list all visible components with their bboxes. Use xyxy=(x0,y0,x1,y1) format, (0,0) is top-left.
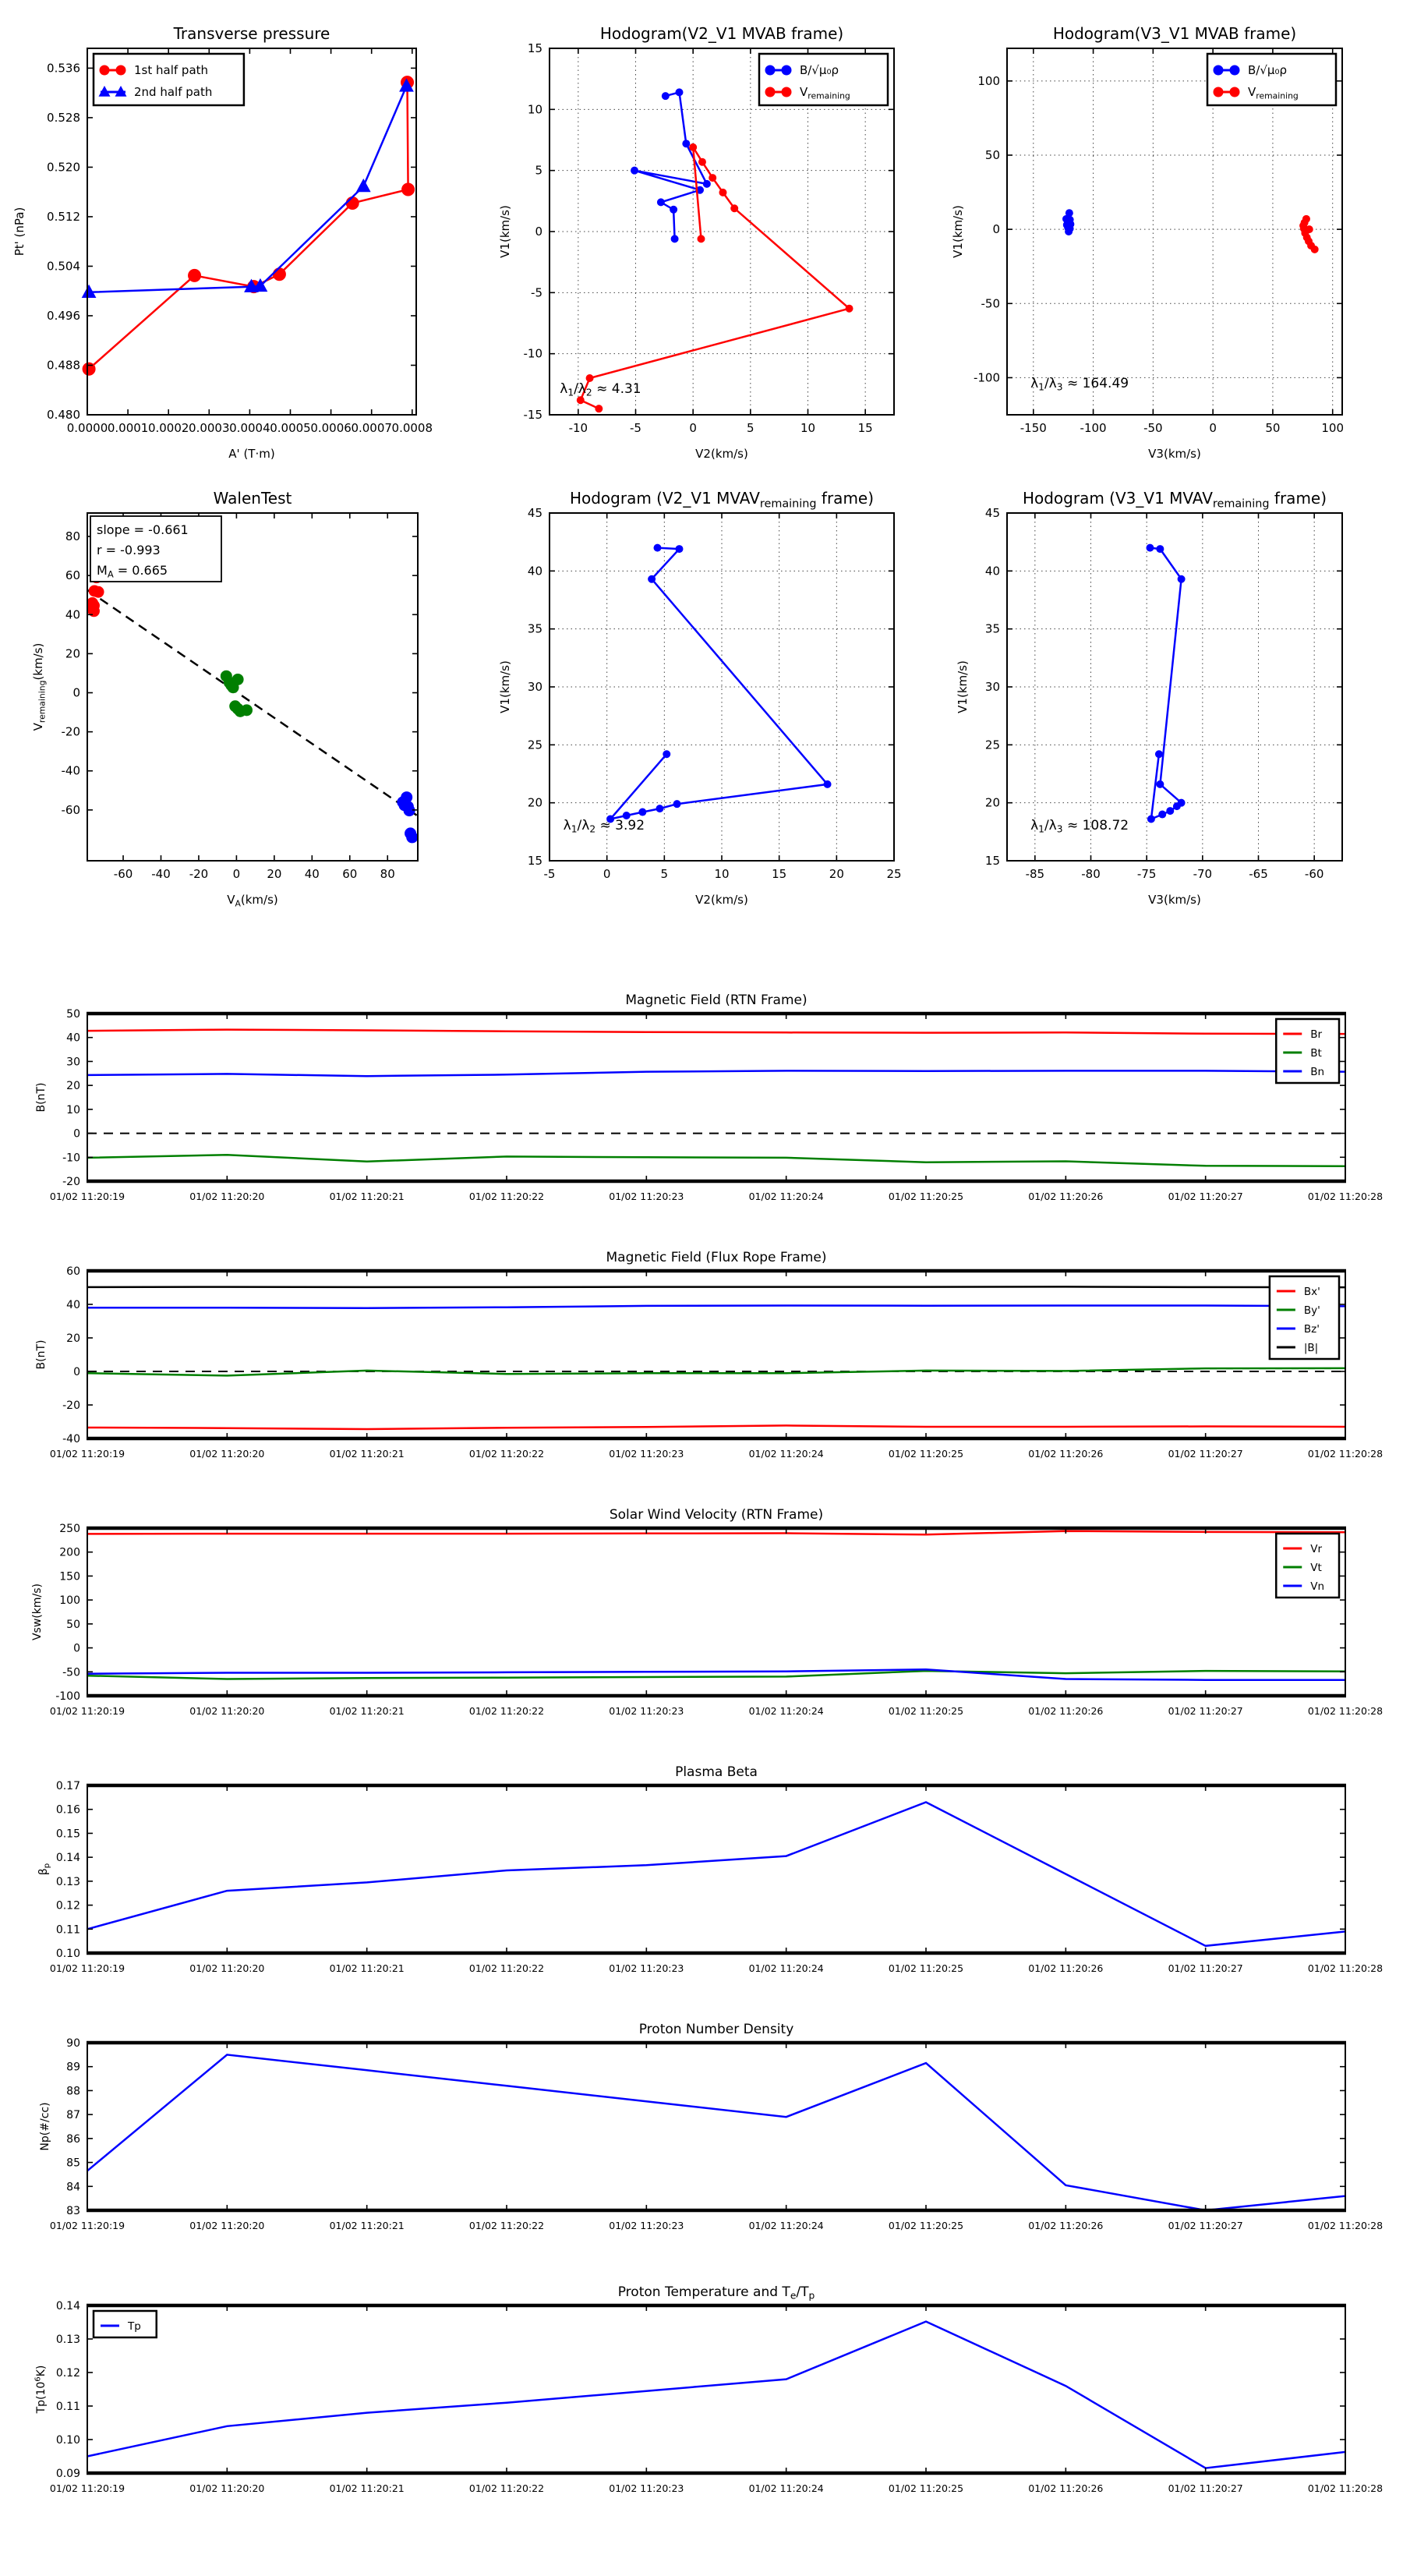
chart-title: Hodogram(V2_V1 MVAB frame) xyxy=(599,24,844,43)
legend xyxy=(1276,1019,1339,1083)
stats-line: $M_A = 0.665$ xyxy=(97,563,168,580)
y-tick-label: 85 xyxy=(66,2157,80,2170)
y-tick-label: -10 xyxy=(62,1152,80,1165)
legend-label: B/√μ₀ρ xyxy=(800,63,839,77)
x-tick-label: 01/02 11:20:20 xyxy=(189,1448,265,1460)
x-tick-label: -100 xyxy=(1080,421,1107,435)
x-tick-label: 01/02 11:20:26 xyxy=(1028,2220,1104,2231)
x-tick-label: 01/02 11:20:23 xyxy=(609,1191,684,1202)
x-tick-label: 01/02 11:20:22 xyxy=(468,1962,545,1974)
x-tick-label: 01/02 11:20:22 xyxy=(468,1448,545,1460)
x-tick-label: -60 xyxy=(113,867,133,881)
x-tick-label: 01/02 11:20:25 xyxy=(888,1448,964,1460)
lambda-annotation: $\lambda_1/\lambda_3 \approx 164.49$ xyxy=(1030,375,1129,393)
y-tick-label: -40 xyxy=(62,1433,80,1445)
x-tick-label: -70 xyxy=(1193,867,1213,881)
x-tick-label: 0.0000 xyxy=(66,421,108,435)
y-tick-label: 87 xyxy=(66,2109,80,2122)
x-tick-label: 01/02 11:20:25 xyxy=(888,1962,964,1974)
x-tick-label: 01/02 11:20:24 xyxy=(748,2482,824,2494)
x-tick-label: 01/02 11:20:26 xyxy=(1028,1962,1104,1974)
y-tick-label: 150 xyxy=(59,1570,80,1583)
x-tick-label: 01/02 11:20:21 xyxy=(329,1962,405,1974)
y-tick-label: 100 xyxy=(977,73,1000,88)
x-tick-label: 01/02 11:20:27 xyxy=(1168,1191,1243,1202)
y-tick-label: 45 xyxy=(527,506,542,520)
series-beta-p xyxy=(87,1803,1345,1946)
y-tick-label: 35 xyxy=(984,621,1000,636)
series-bx- xyxy=(87,1425,1345,1429)
series-v-path xyxy=(1147,544,1185,823)
x-tick-label: -75 xyxy=(1136,867,1157,881)
chart-magnetic-field-flux-rope xyxy=(35,1250,1383,1460)
chart-hodogram-v2v1-mvab xyxy=(498,24,894,461)
x-tick-label: 01/02 11:20:25 xyxy=(888,2220,964,2231)
x-axis-label: $V_A(km/s)$ xyxy=(227,893,278,909)
x-tick-label: 01/02 11:20:27 xyxy=(1168,2482,1243,2494)
chart-title: Magnetic Field (RTN Frame) xyxy=(625,993,808,1008)
series-tp xyxy=(87,2322,1345,2468)
y-tick-label: 20 xyxy=(984,795,1000,810)
x-tick-label: 01/02 11:20:23 xyxy=(609,2482,684,2494)
x-tick-label: 01/02 11:20:19 xyxy=(49,1962,125,1974)
legend-label: Bz' xyxy=(1303,1323,1320,1336)
grid xyxy=(550,513,894,861)
y-tick-label: -60 xyxy=(61,802,80,817)
ticks xyxy=(87,1014,1345,1181)
series-b- xyxy=(1063,210,1074,235)
axes-frame xyxy=(87,1014,1345,1181)
x-tick-label: 01/02 11:20:28 xyxy=(1307,2220,1384,2231)
x-tick-label: 01/02 11:20:21 xyxy=(329,2220,405,2231)
y-tick-label: 0.528 xyxy=(47,110,80,125)
x-tick-label: 60 xyxy=(342,867,358,881)
x-tick-label: 15 xyxy=(857,421,873,435)
y-tick-label: 0 xyxy=(535,225,542,239)
y-tick-label: -15 xyxy=(523,408,542,422)
chart-title: Magnetic Field (Flux Rope Frame) xyxy=(606,1250,827,1265)
x-tick-label: 50 xyxy=(1265,421,1281,435)
x-tick-label: 01/02 11:20:22 xyxy=(468,1191,545,1202)
x-tick-label: 01/02 11:20:20 xyxy=(189,2482,265,2494)
y-tick-label: -20 xyxy=(62,1176,80,1188)
x-tick-label: 01/02 11:20:19 xyxy=(49,2220,125,2231)
chart-proton-temperature xyxy=(34,2284,1383,2494)
x-axis-label: V2(km/s) xyxy=(695,893,748,907)
x-tick-label: 10 xyxy=(714,867,730,881)
y-tick-label: 250 xyxy=(59,1523,80,1535)
x-tick-label: 15 xyxy=(772,867,787,881)
y-axis-label: V1(km/s) xyxy=(498,205,512,258)
series--b- xyxy=(87,1286,1345,1287)
x-tick-label: 01/02 11:20:23 xyxy=(609,1962,684,1974)
x-tick-label: 01/02 11:20:19 xyxy=(49,2482,125,2494)
series-bz- xyxy=(87,1306,1345,1308)
y-tick-label: 25 xyxy=(527,738,542,752)
x-tick-label: 01/02 11:20:22 xyxy=(468,2482,545,2494)
chart-title: Hodogram (V2_V1 $MVAV_{remaining}$ frame) xyxy=(569,489,875,511)
legend-label: $V_{remaining}$ xyxy=(1248,85,1299,101)
x-tick-label: 01/02 11:20:24 xyxy=(748,2220,824,2231)
axes-frame xyxy=(87,2305,1345,2473)
y-axis-label: B(nT) xyxy=(35,1339,48,1370)
x-tick-label: 5 xyxy=(660,867,669,881)
x-tick-label: -150 xyxy=(1020,421,1047,435)
x-tick-label: 01/02 11:20:21 xyxy=(329,1448,405,1460)
y-tick-label: 25 xyxy=(984,738,1000,752)
x-tick-label: 0.0008 xyxy=(391,421,433,435)
y-tick-label: 20 xyxy=(66,1332,80,1345)
y-tick-label: 40 xyxy=(66,1299,80,1311)
y-tick-label: 15 xyxy=(527,41,542,55)
x-tick-label: 01/02 11:20:19 xyxy=(49,1191,125,1202)
x-tick-label: 20 xyxy=(267,867,282,881)
x-tick-label: 01/02 11:20:23 xyxy=(609,2220,684,2231)
x-tick-label: -40 xyxy=(151,867,171,881)
y-tick-label: -10 xyxy=(523,346,542,361)
series-1st-half-path xyxy=(83,76,414,376)
x-axis-label: V2(km/s) xyxy=(695,447,748,461)
y-axis-label: Np(#/cc) xyxy=(39,2102,51,2151)
x-tick-label: 40 xyxy=(304,867,320,881)
x-tick-label: 0 xyxy=(689,421,697,435)
x-tick-label: 0.0005 xyxy=(270,421,311,435)
x-tick-label: 01/02 11:20:24 xyxy=(748,1191,824,1202)
y-tick-label: -100 xyxy=(973,370,1000,385)
legend-label: 2nd half path xyxy=(134,85,213,99)
y-tick-label: -100 xyxy=(55,1690,80,1703)
x-tick-label: 01/02 11:20:20 xyxy=(189,1705,265,1717)
y-tick-label: 0.11 xyxy=(55,2401,80,2413)
chart-title: Hodogram (V3_V1 $MVAV_{remaining}$ frame) xyxy=(1022,489,1327,511)
y-axis-label: V1(km/s) xyxy=(956,660,970,713)
x-tick-label: 01/02 11:20:28 xyxy=(1307,2482,1384,2494)
y-tick-label: 0.480 xyxy=(47,408,80,422)
ticks xyxy=(87,2305,1345,2473)
x-axis-label: V3(km/s) xyxy=(1148,893,1201,907)
y-tick-label: 200 xyxy=(59,1546,80,1559)
y-tick-label: 30 xyxy=(66,1056,80,1069)
legend xyxy=(94,54,244,105)
axes-frame xyxy=(87,1271,1345,1438)
y-axis-label: $\beta_p$ xyxy=(37,1863,52,1876)
y-tick-label: 90 xyxy=(66,2037,80,2050)
legend-label: By' xyxy=(1303,1304,1320,1317)
y-tick-label: 35 xyxy=(527,621,542,636)
y-tick-label: 50 xyxy=(984,148,1000,163)
x-tick-label: 01/02 11:20:27 xyxy=(1168,1448,1243,1460)
legend-label: Vr xyxy=(1310,1543,1323,1555)
stats-line: r = -0.993 xyxy=(97,543,161,557)
legend-label: Bt xyxy=(1310,1047,1322,1060)
x-tick-label: 20 xyxy=(829,867,844,881)
x-tick-label: 01/02 11:20:19 xyxy=(49,1705,125,1717)
y-tick-label: 0.10 xyxy=(55,1948,80,1960)
y-tick-label: 0.17 xyxy=(55,1780,80,1792)
x-tick-label: 01/02 11:20:23 xyxy=(609,1705,684,1717)
chart-solar-wind-velocity-rtn xyxy=(31,1507,1383,1717)
chart-title: Transverse pressure xyxy=(173,24,330,43)
y-tick-label: 89 xyxy=(66,2061,80,2074)
y-tick-label: 0.488 xyxy=(47,358,80,373)
series-fit xyxy=(87,590,418,816)
x-tick-label: 100 xyxy=(1321,421,1345,435)
x-tick-label: 0.0007 xyxy=(351,421,392,435)
y-tick-label: -20 xyxy=(61,724,80,739)
y-tick-label: 0 xyxy=(73,1127,80,1141)
y-tick-label: 0 xyxy=(73,1366,80,1378)
x-tick-label: 01/02 11:20:22 xyxy=(468,2220,545,2231)
x-tick-label: 0.0006 xyxy=(310,421,352,435)
x-axis-label: A' (T·m) xyxy=(228,447,275,461)
x-tick-label: -5 xyxy=(543,867,556,881)
y-tick-label: -50 xyxy=(62,1666,80,1679)
series-middle-interval xyxy=(221,671,252,717)
y-tick-label: 0.13 xyxy=(55,1875,80,1888)
y-tick-label: 20 xyxy=(527,795,542,810)
lambda-annotation: $\lambda_1/\lambda_2 \approx 4.31$ xyxy=(560,380,641,398)
x-tick-label: 01/02 11:20:28 xyxy=(1307,1705,1384,1717)
y-tick-label: 0 xyxy=(72,685,80,700)
series-v-path xyxy=(607,544,831,823)
y-tick-label: 0.12 xyxy=(55,1899,80,1913)
y-tick-label: 60 xyxy=(65,568,80,583)
y-tick-label: 0.16 xyxy=(55,1803,80,1817)
chart-transverse-pressure xyxy=(12,24,433,461)
x-tick-label: 5 xyxy=(747,421,755,435)
y-tick-label: 100 xyxy=(59,1594,80,1608)
legend-label: |B| xyxy=(1303,1342,1319,1354)
series-bn xyxy=(87,1070,1345,1076)
y-tick-label: 86 xyxy=(66,2132,80,2146)
x-tick-label: 01/02 11:20:20 xyxy=(189,1962,265,1974)
y-tick-label: 50 xyxy=(66,1618,80,1631)
x-tick-label: 0.0001 xyxy=(107,421,149,435)
x-tick-label: 01/02 11:20:26 xyxy=(1028,1191,1104,1202)
legend-label: $V_{remaining}$ xyxy=(800,85,850,101)
chart-walen-test xyxy=(31,489,418,908)
y-tick-label: 0.14 xyxy=(55,1852,80,1865)
x-tick-label: 01/02 11:20:25 xyxy=(888,2482,964,2494)
stats-line: slope = -0.661 xyxy=(97,522,189,537)
series-last-interval xyxy=(398,792,418,843)
x-axis-label: V3(km/s) xyxy=(1148,447,1201,461)
x-tick-label: 01/02 11:20:21 xyxy=(329,1191,405,1202)
legend xyxy=(94,2311,157,2337)
x-tick-label: 01/02 11:20:25 xyxy=(888,1191,964,1202)
y-tick-label: 30 xyxy=(527,680,542,694)
x-tick-label: 01/02 11:20:26 xyxy=(1028,1448,1104,1460)
x-tick-label: -60 xyxy=(1304,867,1324,881)
x-tick-label: 10 xyxy=(800,421,816,435)
y-tick-label: -50 xyxy=(981,296,1000,311)
y-tick-label: -5 xyxy=(531,285,542,300)
chart-title: WalenTest xyxy=(213,489,292,508)
y-tick-label: 15 xyxy=(527,854,542,868)
x-tick-label: 0 xyxy=(603,867,611,881)
y-tick-label: 30 xyxy=(984,680,1000,694)
x-tick-label: 01/02 11:20:22 xyxy=(468,1705,545,1717)
x-tick-label: -10 xyxy=(568,421,588,435)
y-axis-label: V1(km/s) xyxy=(498,660,512,713)
chart-title: Proton Number Density xyxy=(638,2022,794,2037)
y-tick-label: 83 xyxy=(66,2205,80,2217)
y-tick-label: 0.10 xyxy=(55,2434,80,2447)
x-tick-label: 01/02 11:20:21 xyxy=(329,1705,405,1717)
y-tick-label: 0.11 xyxy=(55,1923,80,1937)
legend-label: Br xyxy=(1310,1028,1323,1041)
x-tick-label: 01/02 11:20:26 xyxy=(1028,1705,1104,1717)
chart-title: Proton Temperature and $T_e/T_p$ xyxy=(617,2284,815,2302)
y-axis-label: $V_{remaining}(km/s)$ xyxy=(31,642,48,731)
y-tick-label: 40 xyxy=(527,564,542,579)
y-axis-label: Vsw(km/s) xyxy=(31,1583,44,1641)
series-2nd-half-path xyxy=(83,79,414,297)
x-tick-label: 01/02 11:20:19 xyxy=(49,1448,125,1460)
y-tick-label: 0.12 xyxy=(55,2367,80,2380)
y-tick-label: 60 xyxy=(66,1265,80,1278)
x-tick-label: 0 xyxy=(232,867,241,881)
x-tick-label: 01/02 11:20:20 xyxy=(189,2220,265,2231)
chart-title: Hodogram(V3_V1 MVAB frame) xyxy=(1052,24,1297,43)
y-axis-label: Pt' (nPa) xyxy=(12,207,27,257)
y-tick-label: 80 xyxy=(65,529,80,544)
x-tick-label: 01/02 11:20:24 xyxy=(748,1962,824,1974)
ticks xyxy=(87,1785,1345,1953)
legend-label: B/√μ₀ρ xyxy=(1248,63,1287,77)
y-tick-label: 45 xyxy=(984,506,1000,520)
x-tick-label: 0 xyxy=(1209,421,1217,435)
legend xyxy=(1270,1276,1339,1359)
series-np xyxy=(87,2054,1345,2210)
y-tick-label: 0.536 xyxy=(47,61,80,76)
x-tick-label: -85 xyxy=(1025,867,1045,881)
series-v-remaining- xyxy=(577,143,853,412)
y-tick-label: 0.504 xyxy=(47,259,80,274)
y-axis-label: $Tp(10^6K)$ xyxy=(34,2365,48,2414)
y-tick-label: 0.520 xyxy=(47,160,80,175)
y-tick-label: -20 xyxy=(62,1399,80,1412)
legend xyxy=(759,54,888,105)
x-tick-label: 80 xyxy=(380,867,395,881)
x-tick-label: 01/02 11:20:23 xyxy=(609,1448,684,1460)
x-tick-label: -50 xyxy=(1143,421,1163,435)
x-tick-label: 01/02 11:20:21 xyxy=(329,2482,405,2494)
x-tick-label: 0.0003 xyxy=(189,421,230,435)
y-tick-label: 15 xyxy=(984,854,1000,868)
ticks xyxy=(87,1271,1345,1438)
y-tick-label: 88 xyxy=(66,2085,80,2098)
legend-label: 1st half path xyxy=(134,63,209,77)
y-tick-label: 0.496 xyxy=(47,308,80,323)
x-tick-label: -5 xyxy=(630,421,641,435)
y-tick-label: 84 xyxy=(66,2181,80,2194)
legend-label: Bn xyxy=(1310,1066,1325,1078)
x-tick-label: 0.0002 xyxy=(147,421,189,435)
legend-label: Vn xyxy=(1310,1580,1325,1593)
y-tick-label: 10 xyxy=(527,102,542,117)
x-tick-label: 01/02 11:20:27 xyxy=(1168,1962,1243,1974)
x-tick-label: 25 xyxy=(886,867,902,881)
y-tick-label: -40 xyxy=(61,763,80,778)
x-tick-label: 01/02 11:20:27 xyxy=(1168,1705,1243,1717)
y-tick-label: 0.14 xyxy=(55,2300,80,2312)
chart-title: Solar Wind Velocity (RTN Frame) xyxy=(609,1507,824,1523)
y-tick-label: 50 xyxy=(66,1008,80,1021)
x-tick-label: 01/02 11:20:25 xyxy=(888,1705,964,1717)
y-tick-label: 40 xyxy=(984,564,1000,579)
lambda-annotation: $\lambda_1/\lambda_2 \approx 3.92$ xyxy=(563,817,645,835)
y-tick-label: 0.09 xyxy=(55,2468,80,2480)
x-tick-label: 01/02 11:20:28 xyxy=(1307,1191,1384,1202)
x-tick-label: 01/02 11:20:20 xyxy=(189,1191,265,1202)
y-tick-label: 10 xyxy=(66,1103,80,1116)
y-tick-label: 20 xyxy=(66,1080,80,1093)
axes-frame xyxy=(87,2043,1345,2210)
chart-proton-number-density xyxy=(39,2022,1383,2231)
y-tick-label: 0 xyxy=(73,1642,80,1655)
series-v-remaining- xyxy=(1300,215,1319,253)
chart-title: Plasma Beta xyxy=(675,1764,758,1780)
y-axis-label: B(nT) xyxy=(35,1082,48,1113)
lambda-annotation: $\lambda_1/\lambda_3 \approx 108.72$ xyxy=(1030,817,1129,835)
y-tick-label: 0.15 xyxy=(55,1828,80,1841)
y-tick-label: 0.13 xyxy=(55,2334,80,2346)
x-tick-label: -80 xyxy=(1081,867,1101,881)
x-tick-label: -65 xyxy=(1249,867,1268,881)
legend-label: Tp xyxy=(128,2320,141,2333)
x-tick-label: 0.0004 xyxy=(229,421,270,435)
axes-frame xyxy=(87,1785,1345,1953)
series-br xyxy=(87,1030,1345,1035)
x-tick-label: 01/02 11:20:27 xyxy=(1168,2220,1243,2231)
chart-hodogram-v3v1-mvav xyxy=(956,489,1342,907)
chart-plasma-beta xyxy=(37,1764,1383,1974)
legend-label: Bx' xyxy=(1303,1286,1320,1298)
x-tick-label: 01/02 11:20:28 xyxy=(1307,1962,1384,1974)
stats-box xyxy=(90,516,221,582)
chart-hodogram-v2v1-mvav xyxy=(498,489,902,907)
y-tick-label: 40 xyxy=(65,607,80,622)
legend xyxy=(1276,1534,1339,1598)
y-tick-label: 40 xyxy=(66,1031,80,1045)
y-tick-label: 0.512 xyxy=(47,209,80,224)
x-tick-label: 01/02 11:20:24 xyxy=(748,1705,824,1717)
y-tick-label: 5 xyxy=(535,163,542,178)
series-vr xyxy=(87,1531,1345,1535)
y-tick-label: 20 xyxy=(65,646,80,661)
x-tick-label: -20 xyxy=(189,867,209,881)
y-axis-label: V1(km/s) xyxy=(951,205,965,258)
legend-label: Vt xyxy=(1310,1562,1322,1574)
y-tick-label: 0 xyxy=(992,222,1000,237)
chart-magnetic-field-rtn xyxy=(35,993,1383,1202)
x-tick-label: 01/02 11:20:28 xyxy=(1307,1448,1384,1460)
chart-hodogram-v3v1-mvab xyxy=(951,24,1344,461)
x-tick-label: 01/02 11:20:26 xyxy=(1028,2482,1104,2494)
series-bt xyxy=(87,1155,1345,1166)
legend xyxy=(1207,54,1336,105)
x-tick-label: 01/02 11:20:24 xyxy=(748,1448,824,1460)
ticks xyxy=(87,2043,1345,2210)
